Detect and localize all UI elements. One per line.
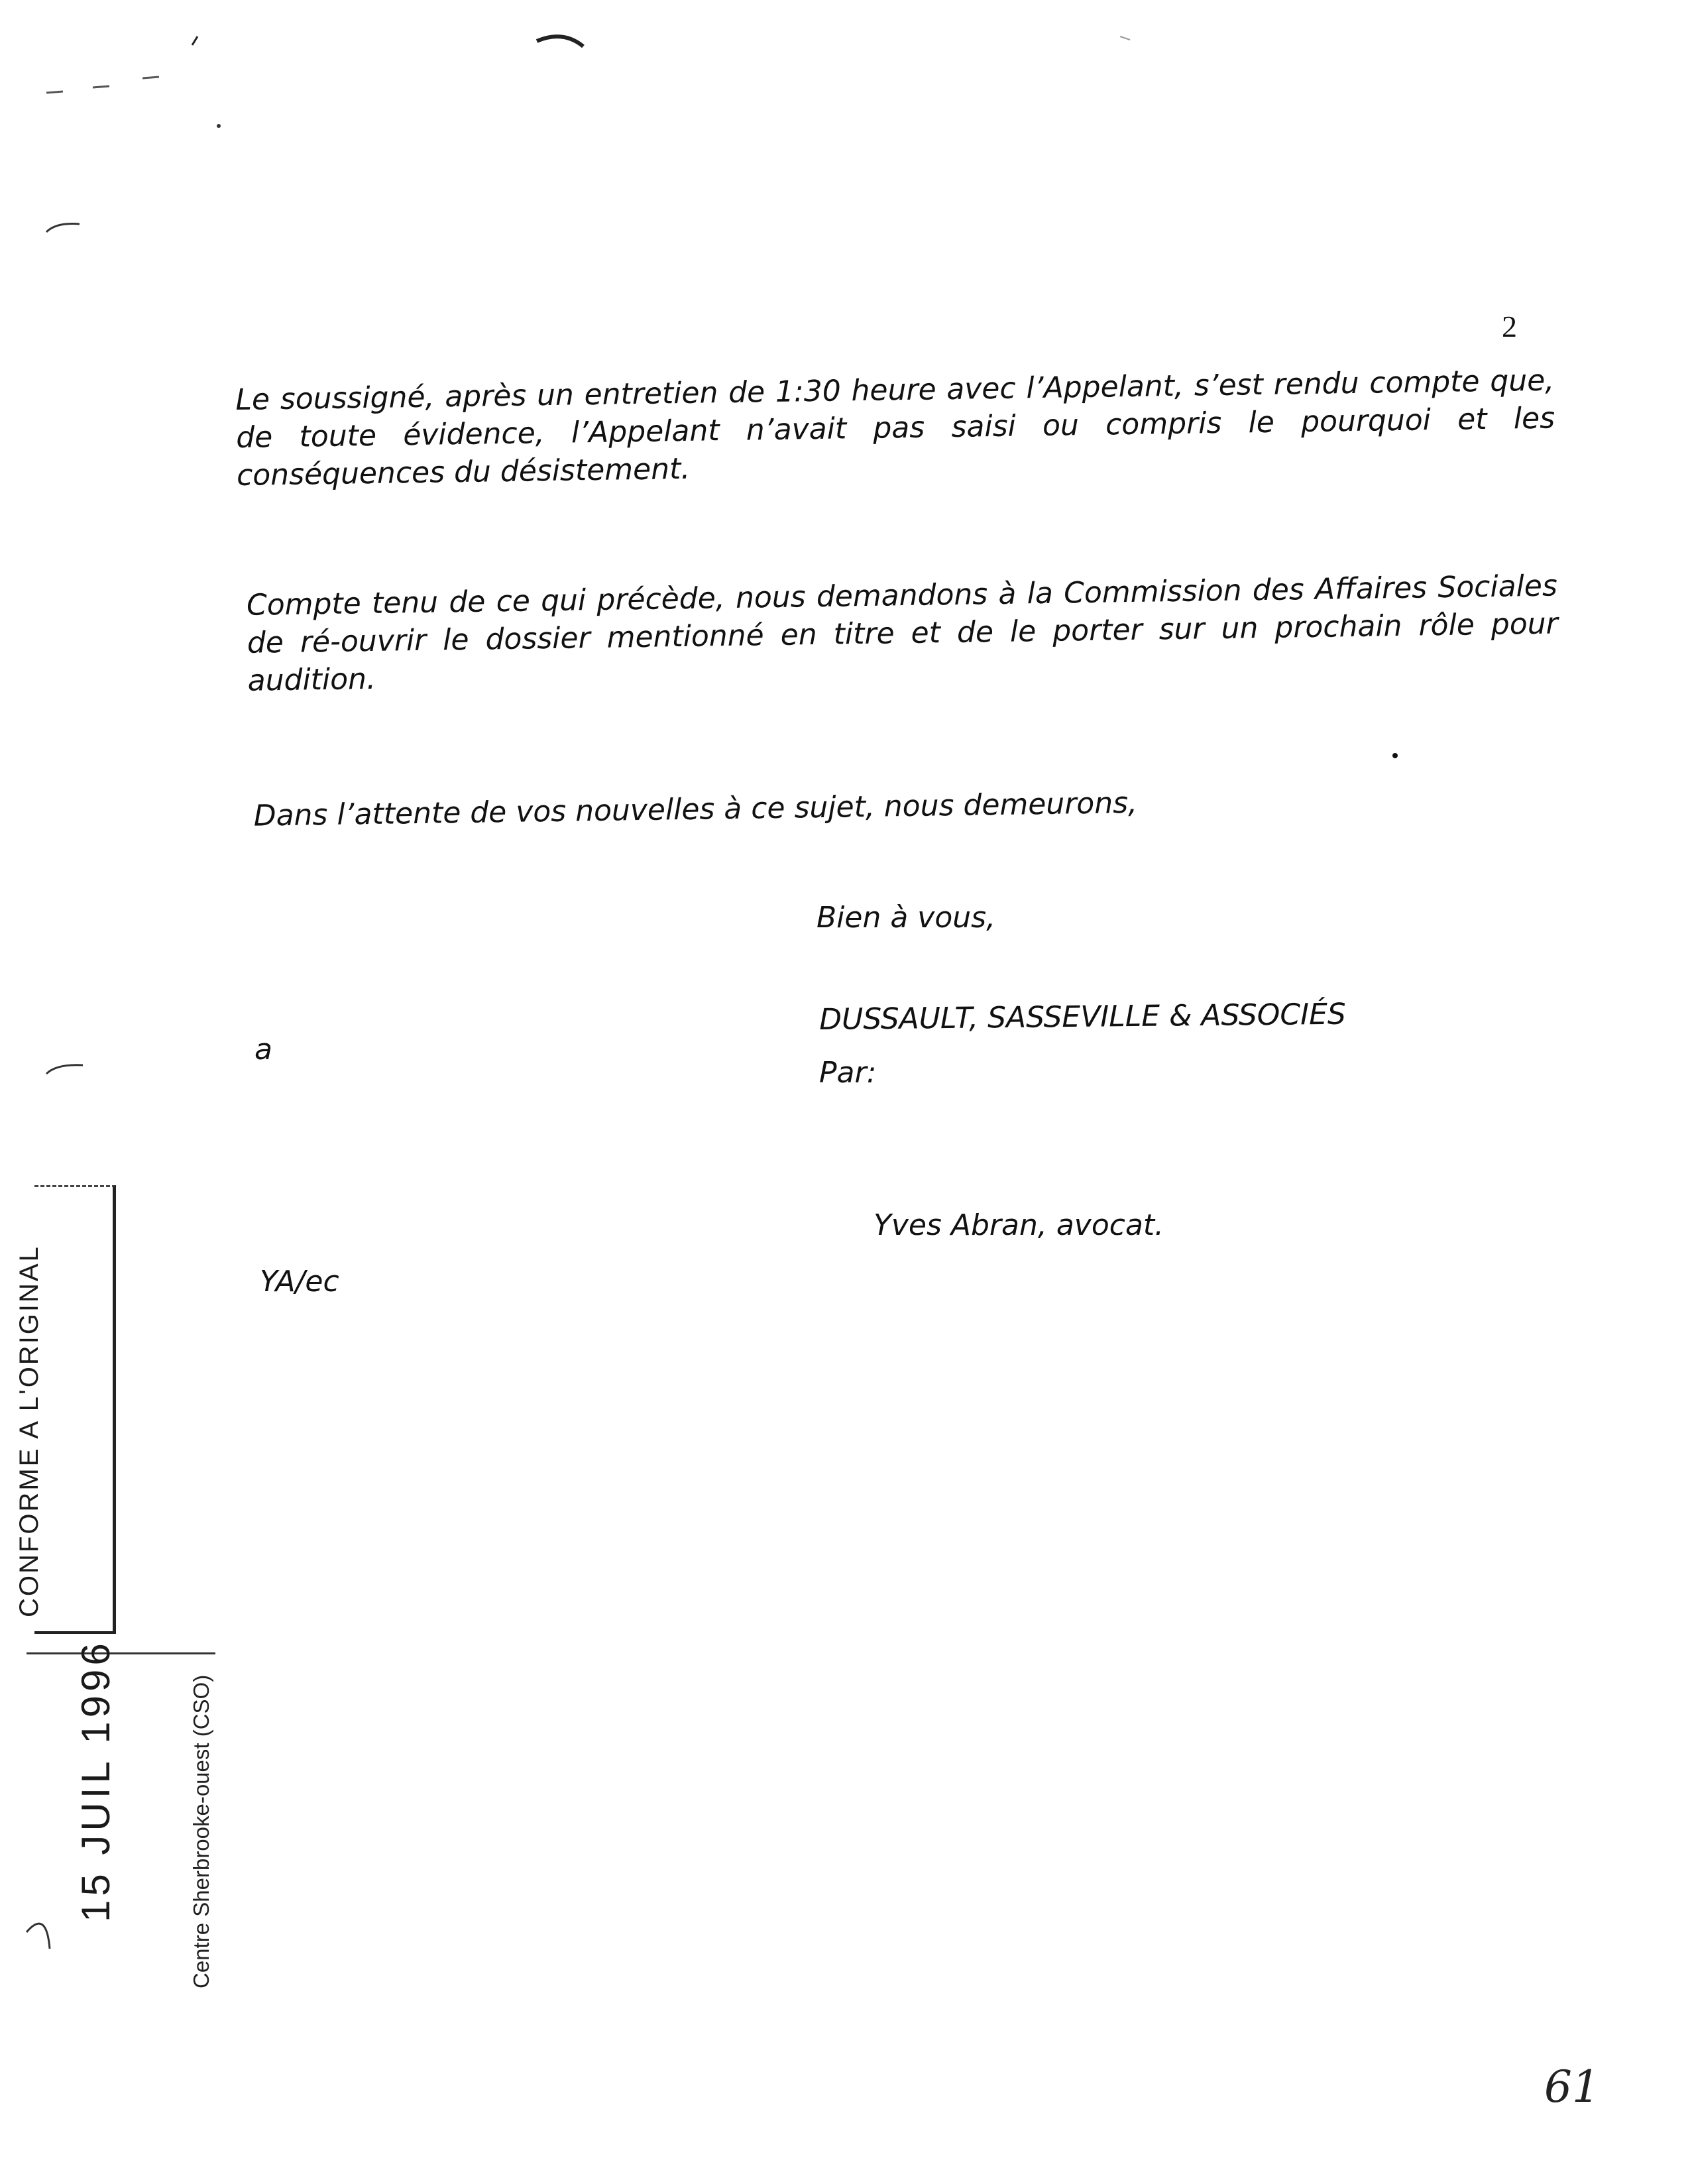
body-paragraph-3: Dans l’attente de vos nouvelles à ce sujet, nous demeurons, — [253, 785, 1138, 833]
firm-name: DUSSAULT, SASSEVILLE & ASSOCIÉS — [818, 997, 1347, 1037]
par-label: Par: — [819, 1056, 877, 1090]
centre-stamp: Centre Sherbrooke-ouest (CSO) — [189, 1674, 213, 1988]
reference-initials: YA/ec — [260, 1265, 339, 1298]
page-number: 2 — [1502, 310, 1517, 343]
conformity-stamp: CONFORME A L'ORIGINAL — [15, 1245, 44, 1617]
typist-mark: a — [254, 1033, 272, 1066]
body-paragraph-1: Le soussigné, après un entretien de 1:30 heure avec l’Appelant, s’est rendu compte que, de toute évidence, l’Appelant n’avait pas saisi ou compris le pourquoi et les conséquences du désistement. — [235, 363, 1555, 492]
handwritten-page-mark: 61 — [1544, 2061, 1600, 2112]
signatory-name: Yves Abran, avocat. — [873, 1208, 1164, 1242]
closing-salutation: Bien à vous, — [817, 901, 996, 935]
body-paragraph-2: Compte tenu de ce qui précède, nous demandons à la Commission des Affaires Sociales de ré-ouvrir le dossier mentionné en titre et de le porter sur un prochain rôle pour audition. — [246, 569, 1559, 698]
date-stamp: 15 JUIL 1996 — [74, 1639, 118, 1922]
